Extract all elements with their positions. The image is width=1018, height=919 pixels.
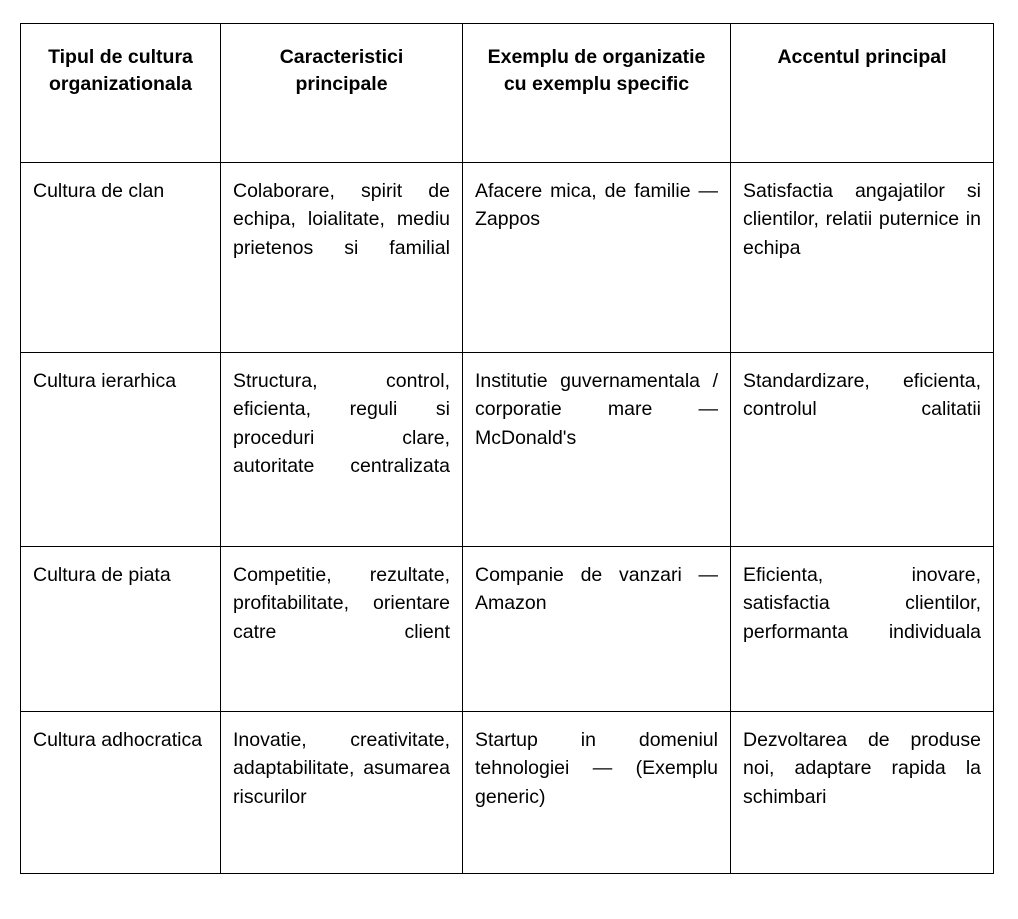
organizational-culture-table <box>20 23 994 874</box>
cell-organization-example <box>463 353 731 547</box>
cell-text: Inovatie, creativitate, adaptabilitate, asumarea riscurilor <box>233 729 450 808</box>
column-header-culture-type <box>21 24 221 163</box>
table-row <box>21 353 994 547</box>
cell-culture-type <box>21 353 221 547</box>
table-body <box>21 163 994 874</box>
cell-text: Satisfactia angajatilor si clientilor, relatii puternice in echipa <box>743 180 981 259</box>
cell-main-focus <box>731 712 994 874</box>
cell-text: Afacere mica, de familie — Zappos <box>475 180 718 231</box>
column-header-organization-example <box>463 24 731 163</box>
table-header-row <box>21 24 994 163</box>
column-header-label: Accentul principal <box>777 46 947 68</box>
table-header <box>21 24 994 163</box>
cell-main-focus <box>731 547 994 712</box>
cell-organization-example <box>463 712 731 874</box>
table-row <box>21 163 994 353</box>
cell-culture-type <box>21 163 221 353</box>
cell-text: Colaborare, spirit de echipa, loialitate, mediu prietenos si familial <box>233 180 450 259</box>
cell-text: Cultura de piata <box>33 564 171 586</box>
cell-culture-type <box>21 547 221 712</box>
cell-text: Competitie, rezultate, profitabilitate, orientare catre client <box>233 564 450 643</box>
cell-main-characteristics <box>221 547 463 712</box>
cell-main-focus <box>731 163 994 353</box>
column-header-main-characteristics <box>221 24 463 163</box>
cell-organization-example <box>463 163 731 353</box>
cell-text: Eficienta, inovare, satisfactia clientilor, performanta individuala <box>743 564 981 643</box>
cell-culture-type <box>21 712 221 874</box>
cell-text: Cultura ierarhica <box>33 370 177 392</box>
column-header-label: Caracteristici principale <box>279 46 404 96</box>
cell-text: Cultura adhocratica <box>33 729 203 751</box>
cell-text: Dezvoltarea de produse noi, adaptare rapida la schimbari <box>743 729 981 808</box>
column-header-label: Tipul de cultura organizationala <box>48 46 193 96</box>
cell-text: Structura, control, eficienta, reguli si proceduri clare, autoritate centralizata <box>233 370 450 478</box>
cell-main-characteristics <box>221 353 463 547</box>
cell-main-characteristics <box>221 163 463 353</box>
cell-text: Institutie guvernamentala / corporatie mare — McDonald's <box>475 370 718 449</box>
cell-text: Cultura de clan <box>33 180 165 202</box>
cell-organization-example <box>463 547 731 712</box>
cell-text: Companie de vanzari — Amazon <box>475 564 718 615</box>
cell-main-focus <box>731 353 994 547</box>
table-row <box>21 712 994 874</box>
table-row <box>21 547 994 712</box>
column-header-main-focus <box>731 24 994 163</box>
cell-main-characteristics <box>221 712 463 874</box>
column-header-label: Exemplu de organizatie cu exemplu specific <box>487 46 706 96</box>
cell-text: Startup in domeniul tehnologiei — (Exemplu generic) <box>475 729 718 808</box>
cell-text: Standardizare, eficienta, controlul calitatii <box>743 370 981 421</box>
